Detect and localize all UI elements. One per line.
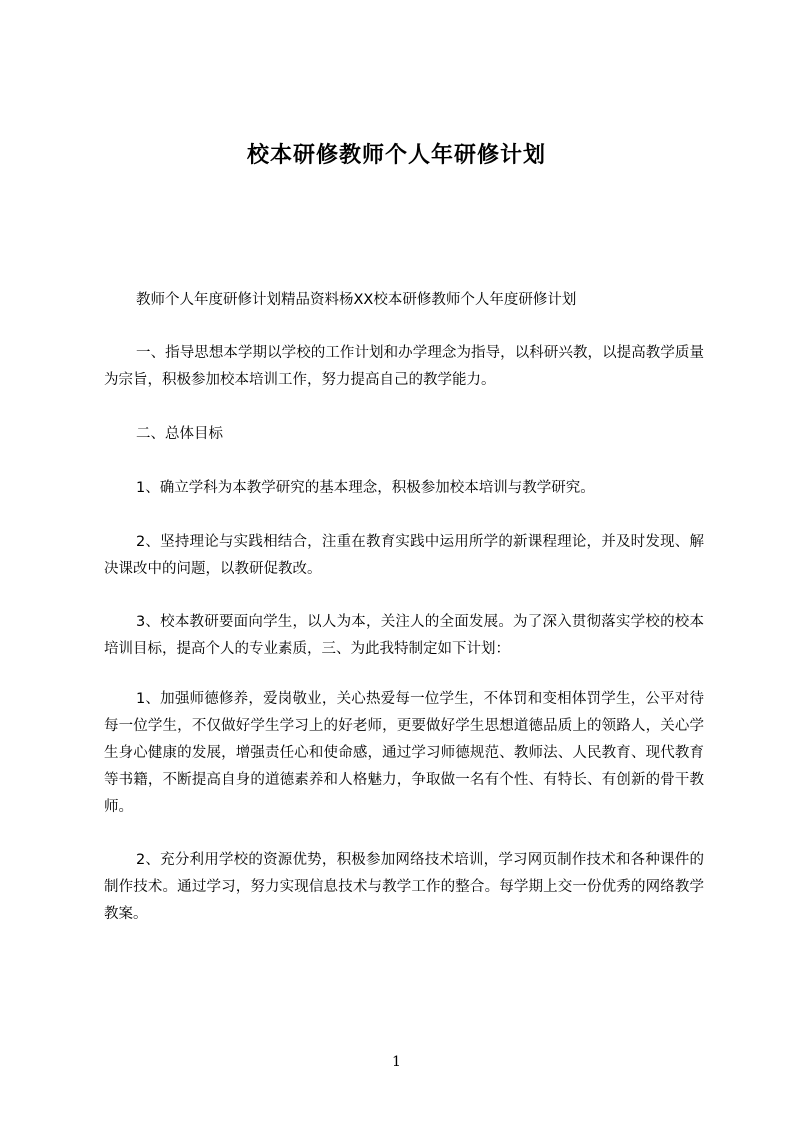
document-title: 校本研修教师个人年研修计划 bbox=[246, 143, 546, 168]
paragraph-guiding-ideology: 一、指导思想本学期以学校的工作计划和办学理念为指导，以科研兴教，以提高教学质量为宗旨，积极参加校本培训工作，努力提高自己的教学能力。 bbox=[104, 345, 704, 388]
paragraph-goal-1: 1、确立学科为本教学研究的基本理念，积极参加校本培训与教学研究。 bbox=[136, 480, 595, 496]
paragraph-overall-goals-heading: 二、总体目标 bbox=[136, 426, 223, 442]
paragraph-intro: 教师个人年度研修计划精品资料杨XX校本研修教师个人年度研修计划 bbox=[136, 292, 577, 308]
paragraph-goal-2: 2、坚持理论与实践相结合，注重在教育实践中运用所学的新课程理论，并及时发现、解决课改中的问题，以教研促教改。 bbox=[104, 534, 704, 577]
paragraph-goal-3: 3、校本教研要面向学生，以人为本，关注人的全面发展。为了深入贯彻落实学校的校本培训目标，提高个人的专业素质，三、为此我特制定如下计划： bbox=[104, 614, 704, 657]
page-number: 1 bbox=[392, 1054, 401, 1070]
paragraph-plan-2: 2、充分利用学校的资源优势，积极参加网络技术培训，学习网页制作技术和各种课件的制作技术。通过学习，努力实现信息技术与教学工作的整合。每学期上交一份优秀的网络教学教案。 bbox=[104, 852, 704, 922]
paragraph-plan-1: 1、加强师德修养，爱岗敬业，关心热爱每一位学生，不体罚和变相体罚学生，公平对待每一位学生，不仅做好学生学习上的好老师，更要做好学生思想道德品质上的领路人，关心学生身心健康的发展，增强责任心和使命感，通过学习师德规范、教师法、人民教育、现代教育等书籍，不断提高自身的道德素养和人格魅力，争取做一名有个性、有特长、有创新的骨干教师。 bbox=[104, 691, 704, 815]
